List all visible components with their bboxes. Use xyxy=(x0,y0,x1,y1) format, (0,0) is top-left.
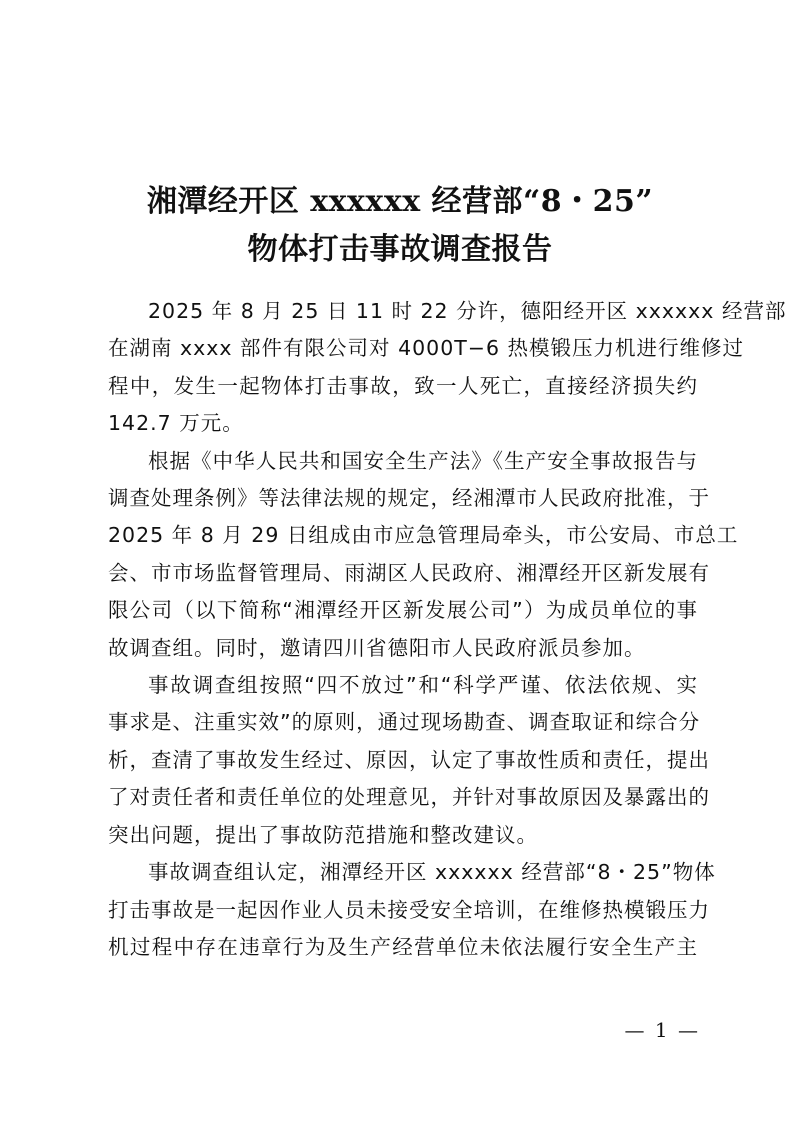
page-number: — 1 — xyxy=(624,1018,700,1042)
document-title xyxy=(100,178,700,274)
paragraph-line: 事求是、注重实效”的原则，通过现场勘查、调查取证和综合分 xyxy=(108,710,701,735)
paragraph xyxy=(108,667,710,854)
paragraph-line: 在湖南 xxxx 部件有限公司对 4000T−6 热模锻压力机进行维修过 xyxy=(108,336,745,361)
paragraph-line: 事故调查组认定，湘潭经开区 xxxxxx 经营部“8・25”物体 xyxy=(148,860,716,885)
paragraph-line: 限公司（以下简称“湘潭经开区新发展公司”）为成员单位的事 xyxy=(108,598,698,623)
paragraph-line: 调查处理条例》等法律法规的规定，经湘潭市人民政府批准，于 xyxy=(108,486,710,511)
title-line-2: 物体打击事故调查报告 xyxy=(247,232,553,267)
paragraph-line: 突出问题，提出了事故防范措施和整改建议。 xyxy=(108,822,538,847)
paragraph-line: 142.7 万元。 xyxy=(108,411,244,436)
paragraph-line: 事故调查组按照“四不放过”和“科学严谨、依法依规、实 xyxy=(148,673,698,698)
paragraph xyxy=(108,854,716,966)
paragraph-line: 析，查清了事故发生经过、原因，认定了事故性质和责任，提出 xyxy=(108,747,710,772)
paragraph-line: 程中，发生一起物体打击事故，致一人死亡，直接经济损失约 xyxy=(108,373,698,398)
paragraph xyxy=(108,293,787,443)
paragraph-line: 故调查组。同时，邀请四川省德阳市人民政府派员参加。 xyxy=(108,635,646,660)
paragraph-line: 打击事故是一起因作业人员未接受安全培训，在维修热模锻压力 xyxy=(108,897,710,922)
paragraph-line: 机过程中存在违章行为及生产经营单位未依法履行安全生产主 xyxy=(108,934,698,959)
paragraph-line: 2025 年 8 月 29 日组成由市应急管理局牵头，市公安局、市总工 xyxy=(108,523,739,548)
title-line-1: 湘潭经开区 xxxxxx 经营部“8・25” xyxy=(146,184,654,219)
paragraph-line: 2025 年 8 月 25 日 11 时 22 分许，德阳经开区 xxxxxx 经营部 xyxy=(148,299,787,323)
paragraph-line: 了对责任者和责任单位的处理意见，并针对事故原因及暴露出的 xyxy=(108,785,710,810)
document-body xyxy=(108,293,787,966)
paragraph-line: 会、市市场监督管理局、雨湖区人民政府、湘潭经开区新发展有 xyxy=(108,560,710,585)
paragraph xyxy=(108,443,739,667)
paragraph-line: 根据《中华人民共和国安全生产法》《生产安全事故报告与 xyxy=(148,448,698,473)
